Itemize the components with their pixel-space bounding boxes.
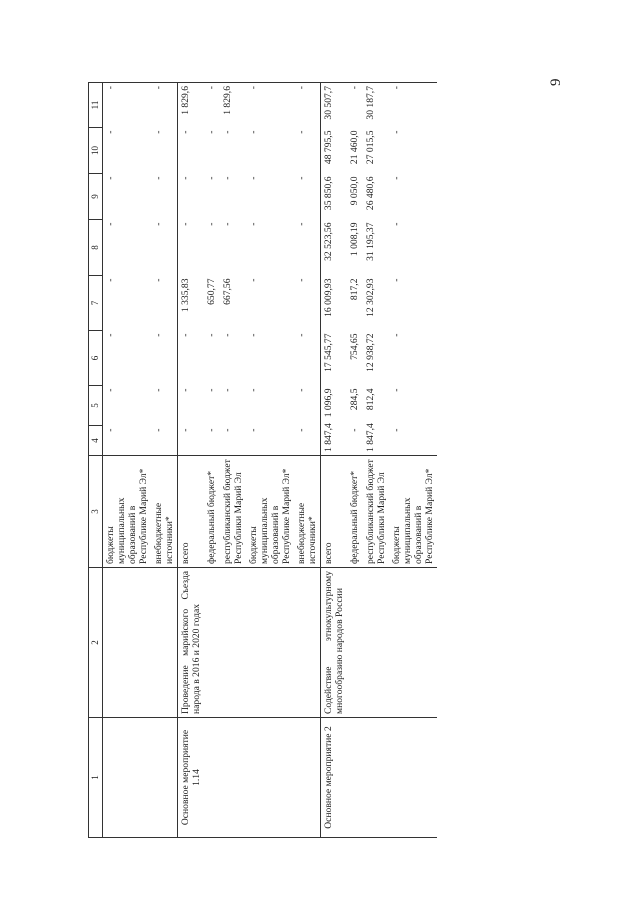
col-header: 8 bbox=[89, 220, 103, 276]
source-cell: бюджеты муниципальных образований в Республике Марий Эл* bbox=[103, 456, 152, 568]
value-cell: 12 302,93 bbox=[365, 278, 376, 317]
col-header: 9 bbox=[89, 174, 103, 220]
value-cell: - bbox=[296, 388, 307, 392]
value-cell: 667,56 bbox=[222, 278, 233, 305]
value-cell: - bbox=[178, 174, 205, 220]
value-cell: - bbox=[105, 333, 116, 337]
event-name-cell bbox=[220, 568, 246, 718]
value-cell: - bbox=[248, 388, 259, 392]
value-cell: 30 187,7 bbox=[363, 83, 389, 128]
measure-cell bbox=[220, 718, 246, 838]
value-cell: 812,4 bbox=[365, 388, 376, 411]
value-cell: - bbox=[153, 130, 164, 134]
value-cell: - bbox=[347, 83, 363, 128]
value-cell: - bbox=[151, 83, 178, 128]
value-cell: - bbox=[178, 128, 205, 174]
value-cell: 30 507,7 bbox=[321, 83, 348, 128]
value-cell: 9 050,0 bbox=[349, 176, 360, 206]
value-cell: - bbox=[206, 176, 217, 180]
value-cell: - bbox=[178, 386, 205, 426]
event-name-cell bbox=[294, 568, 321, 718]
value-cell: - bbox=[391, 333, 402, 337]
event-name-cell: Проведение марийского Съезда народа в 2016 и 2020 годах bbox=[178, 568, 205, 718]
value-cell: 16 009,93 bbox=[321, 276, 348, 331]
source-cell: федеральный бюджет* bbox=[347, 456, 363, 568]
value-cell: - bbox=[296, 222, 307, 226]
value-cell: 27 015,5 bbox=[365, 130, 376, 165]
measure-cell bbox=[389, 718, 437, 838]
value-cell: 31 195,37 bbox=[365, 222, 376, 261]
value-cell: - bbox=[391, 278, 402, 282]
value-cell: - bbox=[105, 222, 116, 226]
value-cell: - bbox=[296, 176, 307, 180]
value-cell: 284,5 bbox=[349, 388, 360, 411]
source-cell: бюджеты муниципальных образований в Республике Марий Эл* bbox=[246, 456, 294, 568]
value-cell: - bbox=[246, 83, 294, 128]
value-cell: - bbox=[105, 176, 116, 180]
value-cell: - bbox=[294, 426, 321, 456]
source-cell: всего bbox=[178, 456, 205, 568]
value-cell: - bbox=[347, 426, 363, 456]
col-header: 11 bbox=[89, 83, 103, 128]
col-header: 10 bbox=[89, 128, 103, 174]
table-row bbox=[246, 83, 294, 838]
source-cell: внебюджетные источники* bbox=[151, 456, 178, 568]
value-cell: - bbox=[222, 176, 233, 180]
table-row bbox=[204, 83, 220, 838]
col-header: 7 bbox=[89, 276, 103, 331]
value-cell: 32 523,56 bbox=[321, 220, 348, 276]
col-header: 3 bbox=[89, 456, 103, 568]
value-cell: - bbox=[248, 333, 259, 337]
value-cell: - bbox=[222, 388, 233, 392]
value-cell: - bbox=[248, 278, 259, 282]
measure-cell bbox=[347, 718, 363, 838]
value-cell: 35 850,6 bbox=[321, 174, 348, 220]
event-name-cell bbox=[363, 568, 389, 718]
value-cell: 48 795,5 bbox=[321, 128, 348, 174]
measure-cell: Основное мероприятие 2 bbox=[321, 718, 348, 838]
value-cell: 1 008,19 bbox=[349, 222, 360, 257]
header-row bbox=[89, 83, 103, 838]
table-row bbox=[220, 83, 246, 838]
value-cell: - bbox=[246, 426, 294, 456]
value-cell: - bbox=[204, 83, 220, 128]
value-cell: - bbox=[391, 222, 402, 226]
col-header: 5 bbox=[89, 386, 103, 426]
value-cell: - bbox=[204, 426, 220, 456]
value-cell: - bbox=[222, 222, 233, 226]
value-cell: - bbox=[105, 130, 116, 134]
table-row bbox=[178, 83, 205, 838]
value-cell: - bbox=[220, 426, 246, 456]
value-cell: - bbox=[178, 220, 205, 276]
value-cell: 1 847,4 bbox=[321, 426, 348, 456]
measure-cell bbox=[363, 718, 389, 838]
value-cell: - bbox=[206, 222, 217, 226]
value-cell: - bbox=[153, 333, 164, 337]
measure-cell bbox=[246, 718, 294, 838]
table-row bbox=[151, 83, 178, 838]
value-cell: - bbox=[206, 130, 217, 134]
source-cell: федеральный бюджет* bbox=[204, 456, 220, 568]
measure-cell bbox=[294, 718, 321, 838]
value-cell: - bbox=[178, 331, 205, 386]
value-cell: - bbox=[296, 278, 307, 282]
table-row bbox=[321, 83, 348, 838]
event-name-cell bbox=[204, 568, 220, 718]
page-number: 9 bbox=[548, 78, 564, 86]
value-cell: 26 480,6 bbox=[365, 176, 376, 211]
value-cell: - bbox=[296, 130, 307, 134]
value-cell: - bbox=[391, 130, 402, 134]
value-cell: - bbox=[206, 388, 217, 392]
value-cell: - bbox=[206, 333, 217, 337]
value-cell: - bbox=[103, 426, 152, 456]
measure-cell bbox=[151, 718, 178, 838]
value-cell: - bbox=[153, 388, 164, 392]
value-cell: - bbox=[296, 333, 307, 337]
event-name-cell bbox=[246, 568, 294, 718]
value-cell: - bbox=[248, 176, 259, 180]
measure-cell bbox=[204, 718, 220, 838]
value-cell: - bbox=[178, 426, 205, 456]
value-cell: - bbox=[248, 130, 259, 134]
value-cell: - bbox=[105, 278, 116, 282]
value-cell: - bbox=[389, 83, 437, 128]
col-header: 4 bbox=[89, 426, 103, 456]
event-name-cell bbox=[347, 568, 363, 718]
table-row bbox=[294, 83, 321, 838]
value-cell: 21 460,0 bbox=[349, 130, 360, 165]
value-cell: 817,2 bbox=[349, 278, 360, 301]
value-cell: - bbox=[294, 83, 321, 128]
value-cell: 1 847,4 bbox=[363, 426, 389, 456]
budget-table bbox=[88, 82, 437, 838]
value-cell: 1 096,9 bbox=[321, 386, 348, 426]
measure-cell bbox=[103, 718, 152, 838]
value-cell: - bbox=[222, 130, 233, 134]
value-cell: - bbox=[222, 333, 233, 337]
source-cell: всего bbox=[321, 456, 348, 568]
value-cell: - bbox=[153, 176, 164, 180]
source-cell: бюджеты муниципальных образований в Республике Марий Эл* bbox=[389, 456, 437, 568]
value-cell: 754,65 bbox=[349, 333, 360, 360]
event-name-cell bbox=[151, 568, 178, 718]
value-cell: 1 829,6 bbox=[220, 83, 246, 128]
source-cell: республиканский бюджет Республики Марий Эл bbox=[363, 456, 389, 568]
value-cell: 1 829,6 bbox=[178, 83, 205, 128]
source-cell: республиканский бюджет Республики Марий Эл bbox=[220, 456, 246, 568]
source-cell: внебюджетные источники* bbox=[294, 456, 321, 568]
value-cell: 1 335,83 bbox=[178, 276, 205, 331]
rotated-table-container bbox=[88, 83, 582, 838]
value-cell: 17 545,77 bbox=[321, 331, 348, 386]
event-name-cell bbox=[103, 568, 152, 718]
value-cell: - bbox=[391, 388, 402, 392]
value-cell: - bbox=[248, 222, 259, 226]
table-row bbox=[103, 83, 152, 838]
value-cell: 12 938,72 bbox=[365, 333, 376, 372]
col-header: 6 bbox=[89, 331, 103, 386]
value-cell: - bbox=[151, 426, 178, 456]
value-cell: - bbox=[105, 388, 116, 392]
value-cell: - bbox=[389, 426, 437, 456]
value-cell: - bbox=[391, 176, 402, 180]
col-header: 2 bbox=[89, 568, 103, 718]
event-name-cell: Содействие этнокультурному многообразию народов России bbox=[321, 568, 348, 718]
value-cell: - bbox=[153, 278, 164, 282]
table-row bbox=[363, 83, 389, 838]
table-row bbox=[389, 83, 437, 838]
measure-cell: Основное мероприятие 1.14 bbox=[178, 718, 205, 838]
value-cell: - bbox=[153, 222, 164, 226]
table-row bbox=[347, 83, 363, 838]
event-name-cell bbox=[389, 568, 437, 718]
value-cell: 650,77 bbox=[206, 278, 217, 305]
col-header: 1 bbox=[89, 718, 103, 838]
value-cell: - bbox=[103, 83, 152, 128]
